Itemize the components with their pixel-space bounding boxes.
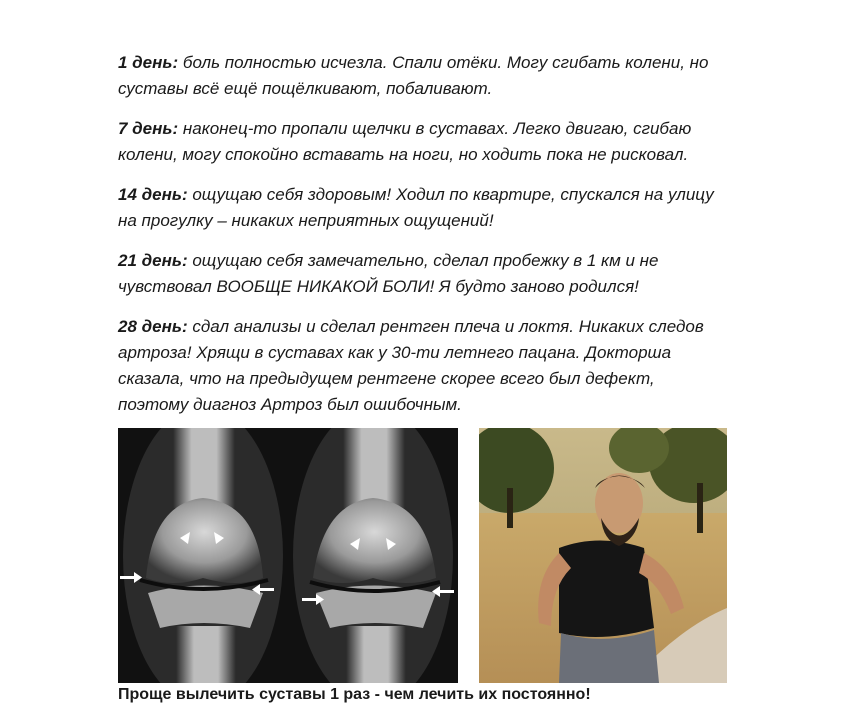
entry-day-28 (118, 314, 758, 418)
entry-text: артроза! Хрящи в суставах как у 30-ти летнего пацана. Докторша (118, 343, 672, 362)
knee-xray-image (118, 428, 458, 683)
entry-text: поэтому диагноз Артроз был ошибочным. (118, 395, 462, 414)
jogging-man-drawing (479, 428, 727, 683)
entry-day-label: 14 день: (118, 185, 188, 204)
entry-text: на прогулку – никаких неприятных ощущений! (118, 211, 494, 230)
entry-day-14 (118, 182, 758, 234)
entry-text: боль полностью исчезла. Спали отёки. Могу сгибать колени, но (178, 53, 709, 72)
entry-text: ощущаю себя здоровым! Ходил по квартире, спускался на улицу (187, 185, 714, 204)
entry-text: сказала, что на предыдущем рентгене скорее всего был дефект, (118, 369, 655, 388)
entry-day-21 (118, 248, 758, 300)
entry-day-1 (118, 50, 758, 102)
knee-xray-drawing (118, 428, 458, 683)
entry-day-label: 1 день: (118, 53, 179, 72)
entry-day-label: 21 день: (118, 251, 188, 270)
entry-text: чувствовал ВООБЩЕ НИКАКОЙ БОЛИ! Я будто заново родился! (118, 277, 639, 296)
entry-text: сдал анализы и сделал рентген плеча и локтя. Никаких следов (187, 317, 704, 336)
entry-day-7 (118, 116, 758, 168)
right-knee (293, 428, 453, 683)
jogging-man-photo (479, 428, 727, 683)
entry-text: суставы всё ещё пощёлкивают, побаливают. (118, 79, 493, 98)
entry-text: колени, могу спокойно вставать на ноги, но ходить пока не рисковал. (118, 145, 689, 164)
entry-day-label: 7 день: (118, 119, 179, 138)
entry-text: наконец-то пропали щелчки в суставах. Легко двигаю, сгибаю (178, 119, 692, 138)
caption: Проще вылечить суставы 1 раз - чем лечить их постоянно! (118, 686, 591, 703)
entry-day-label: 28 день: (118, 317, 188, 336)
entry-text: ощущаю себя замечательно, сделал пробежку в 1 км и не (187, 251, 659, 270)
left-knee (123, 428, 283, 683)
